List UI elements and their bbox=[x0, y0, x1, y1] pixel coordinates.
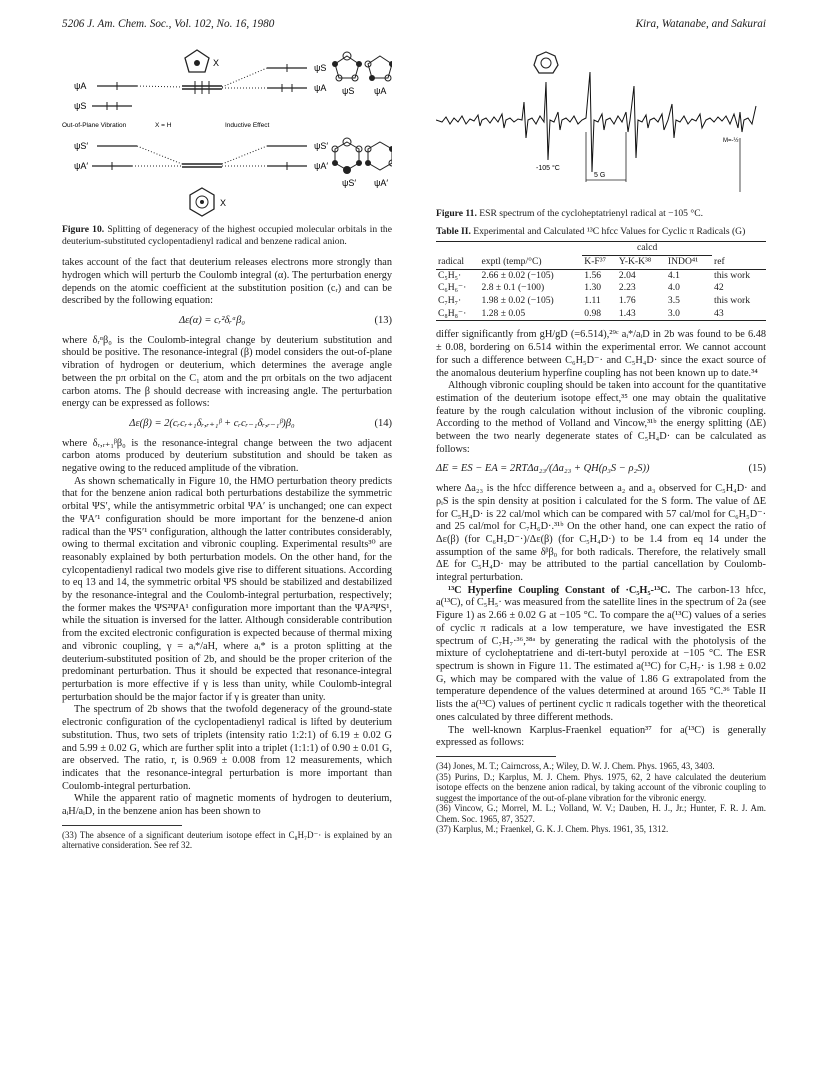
cell: 2.66 ± 0.02 (−105) bbox=[481, 269, 554, 281]
col-header: exptl (temp/°C) bbox=[481, 255, 542, 267]
calcd-header: calcd bbox=[582, 242, 712, 256]
cell: 2.8 ± 0.1 (−100) bbox=[481, 282, 545, 294]
section-heading: ¹³C Hyperfine Coupling Constant of ·C₅H₅-¹³C. bbox=[448, 584, 671, 596]
table-row bbox=[436, 308, 766, 321]
cell: 3.0 bbox=[667, 307, 680, 319]
cell: 1.98 ± 0.02 (−105) bbox=[481, 295, 554, 306]
figure-10 bbox=[62, 42, 392, 247]
paragraph: takes account of the fact that deuterium releases electrons more strongly than hydrogen which will perturb the Coulomb integral (α). The perturbation energy depends on the atomic coefficient at the substitution position (cᵣ) and can be described by the following equation: bbox=[62, 257, 392, 307]
paragraph: Although vibronic coupling should be taken into account for the quantitative estimation of the deuterium isotope effect,³⁵ one may obtain the qualitative feature by the rough calculation without inclusion of the vibronic coupling. According to the method of Volland and Vincow,³¹ᵇ the energy splitting (ΔE) between the two nearly degenerate states of C₅H₄D· can be calculated as follows: bbox=[436, 380, 766, 455]
cell: 2.23 bbox=[618, 282, 636, 294]
running-header bbox=[62, 18, 766, 34]
benzene-s-label: ψS′ bbox=[342, 178, 357, 188]
footnote-37: (37) Karplus, M.; Fraenkel, G. K. J. Chem. Phys. 1961, 35, 1312. bbox=[436, 824, 669, 835]
col-header: INDO⁴¹ bbox=[667, 255, 699, 267]
table-row bbox=[436, 282, 766, 295]
table-2-label: Table II. bbox=[436, 225, 471, 237]
cell: C₇H₇· bbox=[438, 295, 462, 306]
paragraph: where δᵣᵅβ₀ is the Coulomb-integral change by deuterium substitution and should be positive. The resonance-integral (β) model considers the out-of-plane vibration of hydrogen or deuterium, which determines the average angle between the pπ orbital on the C₁ atom and the pπ orbitals on the two adjacent carbon atoms. The β should decrease with increasing angle. The perturbation energy can be expressed as follows: bbox=[62, 334, 392, 410]
paragraph: The spectrum of 2b shows that the twofold degeneracy of the ground-state electronic configuration of the cyclopentadienyl radical is lifted by deuterium substitution. Thus, two sets of triplets (intensity ratio 1:2:1) of 6.19 ± 0.02 G and 5.99 ± 0.02 G, which are further split into a triplet (1:1:1) of 0.90 ± 0.01 G, are observed. The ratio, r, is 0.969 ± 0.008 from 12 measurements, which indicates that the resonance-integral perturbation is more important than Coulomb-integral perturbation. bbox=[62, 704, 392, 792]
equation-13 bbox=[62, 315, 392, 328]
paragraph: As shown schematically in Figure 10, the HMO perturbation theory predicts that for the benzene anion radical both perturbations destabilize the symmetric orbital ΨS′, while the antisymmetric orbital ΨA′ is unchanged; one can expect the ΨA′¹ configuration should be more important for the benzene-d anion radical than the ΨS′¹ configuration, although the latter contributes considerably, owing to thermal excitation and vibronic coupling. Experimental results³⁰ are reasonably explained by both perturbation models. On the other hand, for the cylcopentadienyl radical two models give rise to different situations. According to eq 13 and 14, the symmetric orbital ΨS should be stabilized and destabilized by the resonance-integral and the Coulomb-integral perturbation, respectively; the former makes the ΨS²ΨA¹ configuration more important than the ΨA²ΨS¹, while the situation is inversed for the latter. Although considerable contribution from the excited electronic configuration is expected because of thermal mixing and vibronic coupling, γ = aᵢ*/aH, where aᵢ* is a proton splitting at the deuterium-substituted position of 2b, and should be the proper criterion of the predominant perturbation. Thus it should be expected that resonance-integral perturbation is more effective if γ is less than unity, while Coulomb-integral perturbation should be the major factor if γ is greater than unity. bbox=[62, 475, 392, 703]
footnote-35: (35) Purins, D.; Karplus, M. J. Chem. Phys. 1975, 62, 2 have calculated the deuterium isotope effects on the benzene anion radical, by taking account of the vibronic coupling to suggest the importance of the out-of-plane vibration for the vibronic energy. bbox=[436, 771, 766, 803]
esr-spectrum-trace bbox=[436, 72, 756, 172]
paragraph: where δᵣ,ᵣ₊₁ᵝβ₀ is the resonance-integral change between the two adjacent carbon atoms produced by deuterium substitution and should be taken as negative owing to the reduced amplitude of the vibration. bbox=[62, 437, 392, 475]
paragraph: The well-known Karplus-Fraenkel equation³⁷ for a(¹³C) is generally expressed as follows: bbox=[436, 724, 766, 749]
paragraph: where Δa₂₃ is the hfcc difference between a₂ and a₃ observed for C₅H₄D· and ρᵢS is the spin density at position i calculated for the S form. The value of ΔE for C₅H₄D· is 22 cal/mol which can be compared with 57 cal/mol for C₆H₅D⁻· and 25 cal/mol for C₇H₆D·.³¹ᵇ On the other hand, one can expect the ratio of Δε(β) (for C₆H₅D⁻·)/Δε(β) (for C₅H₄D·) to be 1.4 from eq 14 under the assumption of the same δᵝβ₀ for both radicals. Therefore, the relatively small ΔE for C₅H₄D· may be attributed to the partial cancellation by Coulomb-integral perturbation. bbox=[436, 483, 766, 584]
cell: 4.0 bbox=[667, 282, 680, 294]
figure-10-diagram bbox=[62, 42, 392, 222]
cell: 3.5 bbox=[667, 295, 680, 306]
orbital-a-icon bbox=[365, 56, 392, 81]
cell: 0.98 bbox=[584, 307, 602, 319]
table-row bbox=[436, 269, 766, 282]
equation-13-body: Δε(α) = cᵣ²δᵣᵅβ₀ bbox=[178, 315, 246, 326]
cell: 1.11 bbox=[584, 295, 601, 306]
footnote-rule bbox=[62, 825, 182, 826]
benzene-x-icon bbox=[190, 188, 214, 216]
figure-10-caption-label: Figure 10. bbox=[62, 224, 105, 235]
footnote-33: (33) The absence of a significant deuterium isotope effect in C₈H₇D⁻· is explained by an alternative consideration. See ref 32. bbox=[62, 829, 392, 851]
footnote-36: (36) Vincow, G.; Morrel, M. L.; Volland, W. V.; Dauben, H. J., Jr.; Hunter, F. R. J. Am. Chem. Soc. 1965, 87, 3527. bbox=[436, 803, 766, 824]
m-label: M=-½ bbox=[723, 138, 739, 144]
footnote-34: (34) Jones, M. T.; Cairncross, A.; Wiley, D. W. J. Chem. Phys. 1965, 43, 3403. bbox=[436, 760, 715, 771]
equation-15-body: ΔE = ES − EA = 2RTΔa₂₃/(Δa₂₃ + QH(ρ₃S − ρ₂S)) bbox=[436, 463, 650, 475]
figure-11-caption-label: Figure 11. bbox=[436, 208, 477, 219]
cell: 4.1 bbox=[667, 269, 680, 281]
authors: Kira, Watanabe, and Sakurai bbox=[635, 18, 766, 30]
equation-14-number: (14) bbox=[374, 417, 392, 429]
cell: 1.56 bbox=[584, 269, 602, 281]
pentagon-x-icon bbox=[185, 50, 209, 72]
figure-11-spectrum bbox=[436, 42, 766, 202]
psi-s-prime-label: ψS′ bbox=[74, 141, 89, 151]
cell: 43 bbox=[714, 307, 724, 319]
figure-11-caption bbox=[436, 208, 766, 220]
inductive-effect-label: Inductive Effect bbox=[225, 122, 270, 129]
psi-a-level-label: ψA bbox=[314, 83, 327, 93]
section-text: The carbon-13 hfcc, a(¹³C), of C₅H₅· was measured from the satellite lines in the spectrum of 2a (see Figure 1) as 2.66 ± 0.02 G at −105 °C. To compare the a(¹³C) values of a series of cyclic π radicals at a low temperature, we have investigated the ESR spectrum of C₇H₇·³⁶,³⁸ᵃ by generating the radical with the photolysis of the mixture of cycloheptatriene and di-tert-butyl peroxide at −105 °C. The ESR spectrum is shown in Figure 11. The estimated a(¹³C) for C₇H₇· is 1.98 ± 0.02 G, which may be compared with the value of 1.86 G extrapolated from the temperature dependence of the values determined at around 165 °C.³⁶ Table II lists the a(¹³C) values of pertinent cyclic π radicals together with the theoretical ones calculated by three different methods. bbox=[436, 584, 767, 723]
left-column bbox=[62, 42, 392, 851]
cell: 1.28 ± 0.05 bbox=[481, 307, 526, 319]
figure-10-caption-text: Splitting of degeneracy of the highest occupied molecular orbitals in the deuterium-substituted cyclopentadienyl radical and benzene radical anion. bbox=[62, 224, 392, 247]
cell: C₆H₆⁻· bbox=[438, 282, 467, 294]
table-2-title-text: Experimental and Calculated ¹³C hfcc Values for Cyclic π Radicals (G) bbox=[473, 225, 746, 237]
right-column bbox=[436, 42, 766, 835]
benzene-a-label: ψA′ bbox=[374, 178, 389, 188]
benzene-s-icon bbox=[332, 138, 362, 174]
equation-15 bbox=[436, 463, 766, 476]
psi-s-label: ψS bbox=[74, 101, 87, 111]
scale-label: 5 G bbox=[594, 172, 606, 179]
figure-11-caption-text: ESR spectrum of the cycloheptatrienyl radical at −105 °C. bbox=[479, 208, 703, 219]
paragraph: differ significantly from gH/gD (=6.514),²⁹ᶜ aᵢ*/aᵢD in 2b was found to be 6.48 ± 0.08, bordering on 6.514 within the experimental error. We cannot account for such a difference between C₆H₅D⁻· and C₅H₄D· since the exact source of the anomalous deuterium hyperfine coupling has not been known up to date.³⁴ bbox=[436, 329, 766, 379]
psi-a-label: ψA bbox=[74, 81, 87, 91]
footnote-rule bbox=[436, 756, 556, 757]
figure-11 bbox=[436, 42, 766, 220]
cell: 2.04 bbox=[618, 269, 636, 281]
tropylium-icon bbox=[534, 52, 558, 73]
psi-a-prime-level-label: ψA′ bbox=[314, 161, 329, 171]
col-header: Y-K-K³⁸ bbox=[618, 255, 652, 267]
cell: 42 bbox=[714, 282, 724, 294]
benzene-x-label: X bbox=[220, 198, 227, 208]
figure-10-caption bbox=[62, 224, 392, 247]
psi-a-prime-label: ψA′ bbox=[74, 161, 89, 171]
x-label: X bbox=[213, 58, 220, 68]
col-header: K-F³⁷ bbox=[584, 255, 606, 267]
equation-15-number: (15) bbox=[748, 463, 766, 475]
table-row bbox=[436, 295, 766, 308]
paragraph: While the apparent ratio of magnetic moments of hydrogen to deuterium, aᵢH/aᵢD, in the benzene anion has been shown to bbox=[62, 793, 392, 818]
x-h-label: X = H bbox=[155, 122, 172, 129]
equation-14 bbox=[62, 418, 392, 431]
cell: 1.43 bbox=[618, 307, 636, 319]
psi-s-level-label: ψS bbox=[314, 63, 327, 73]
cell: 1.30 bbox=[584, 282, 602, 294]
out-of-plane-label: Out-of-Plane Vibration bbox=[62, 122, 127, 129]
col-header: ref bbox=[714, 255, 725, 267]
cell: this work bbox=[714, 269, 751, 281]
cell: this work bbox=[714, 295, 751, 306]
cell: C₅H₅· bbox=[438, 269, 462, 281]
temperature-label: -105 °C bbox=[536, 165, 560, 172]
col-header: radical bbox=[438, 255, 465, 267]
orbital-a-label: ψA bbox=[374, 86, 387, 96]
table-2 bbox=[436, 241, 766, 321]
cell: C₈H₈⁻· bbox=[438, 307, 467, 319]
psi-s-prime-level-label: ψS′ bbox=[314, 141, 329, 151]
equation-13-number: (13) bbox=[374, 315, 392, 326]
orbital-s-icon bbox=[332, 52, 362, 81]
benzene-a-icon bbox=[365, 142, 392, 170]
journal-citation: 5206 J. Am. Chem. Soc., Vol. 102, No. 16, 1980 bbox=[62, 18, 275, 30]
cell: 1.76 bbox=[618, 295, 636, 306]
section-paragraph bbox=[436, 585, 766, 725]
orbital-s-label: ψS bbox=[342, 86, 355, 96]
equation-14-body: Δε(β) = 2(cᵣcᵣ₊₁δᵣ,ᵣ₊₁ᵝ + cᵣcᵣ₋₁δᵣ,ᵣ₋₁ᵝ)β₀ bbox=[129, 417, 295, 429]
table-2-title bbox=[436, 226, 766, 238]
